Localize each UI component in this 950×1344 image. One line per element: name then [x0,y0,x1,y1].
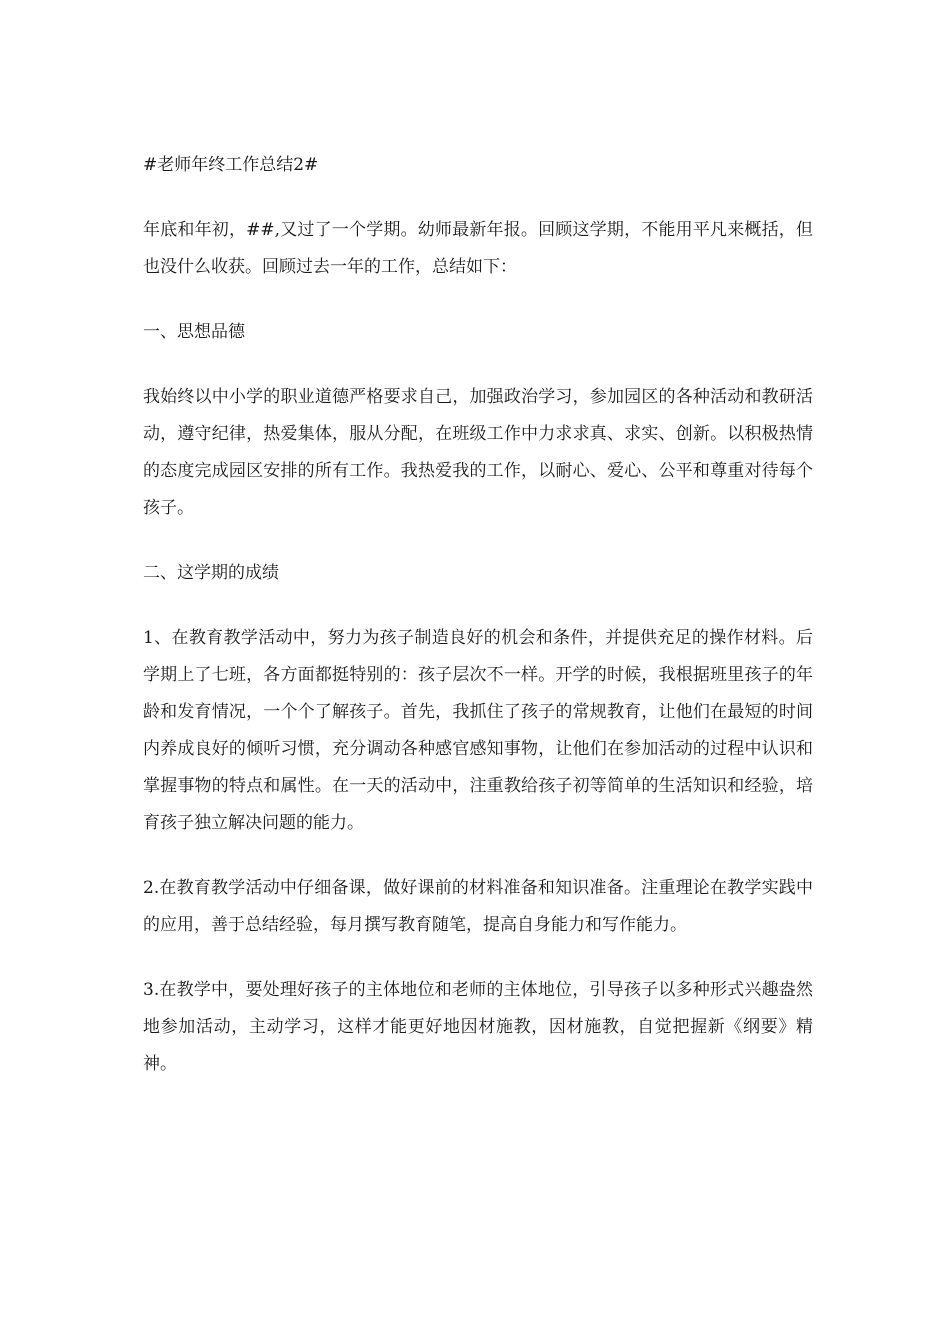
paragraph-ideology: 我始终以中小学的职业道德严格要求自己，加强政治学习，参加园区的各种活动和教研活动，遵守纪律，热爱集体，服从分配，在班级工作中力求求真、求实、创新。以积极热情的态度完成园区安排的所有工作。我热爱我的工作，以耐心、爱心、公平和尊重对待每个孩子。 [143,387,813,518]
document-body [143,147,813,1111]
paragraph-item-3: 3.在教学中，要处理好孩子的主体地位和老师的主体地位，引导孩子以多种形式兴趣盎然地参加活动，主动学习，这样才能更好地因材施教，因材施教，自觉把握新《纲要》精神。 [143,980,813,1074]
document-title: #老师年终工作总结2# [143,155,319,175]
paragraph-item-2: 2.在教育教学活动中仔细备课，做好课前的材料准备和知识准备。注重理论在教学实践中的应用，善于总结经验，每月撰写教育随笔，提高自身能力和写作能力。 [143,878,813,935]
section-heading-1: 一、思想品德 [143,322,245,342]
paragraph-intro: 年底和年初，##,又过了一个学期。幼师最新年报。回顾这学期，不能用平凡来概括，但也没什么收获。回顾过去一年的工作，总结如下： [143,220,813,277]
section-heading-2: 二、这学期的成绩 [143,563,279,583]
paragraph-item-1: 1、在教育教学活动中，努力为孩子制造良好的机会和条件，并提供充足的操作材料。后学期上了七班，各方面都挺特别的：孩子层次不一样。开学的时候，我根据班里孩子的年龄和发育情况，一个个了解孩子。首先，我抓住了孩子的常规教育，让他们在最短的时间内养成良好的倾听习惯，充分调动各种感官感知事物，让他们在参加活动的过程中认识和掌握事物的特点和属性。在一天的活动中，注重教给孩子初等简单的生活知识和经验，培育孩子独立解决问题的能力。 [143,628,813,833]
